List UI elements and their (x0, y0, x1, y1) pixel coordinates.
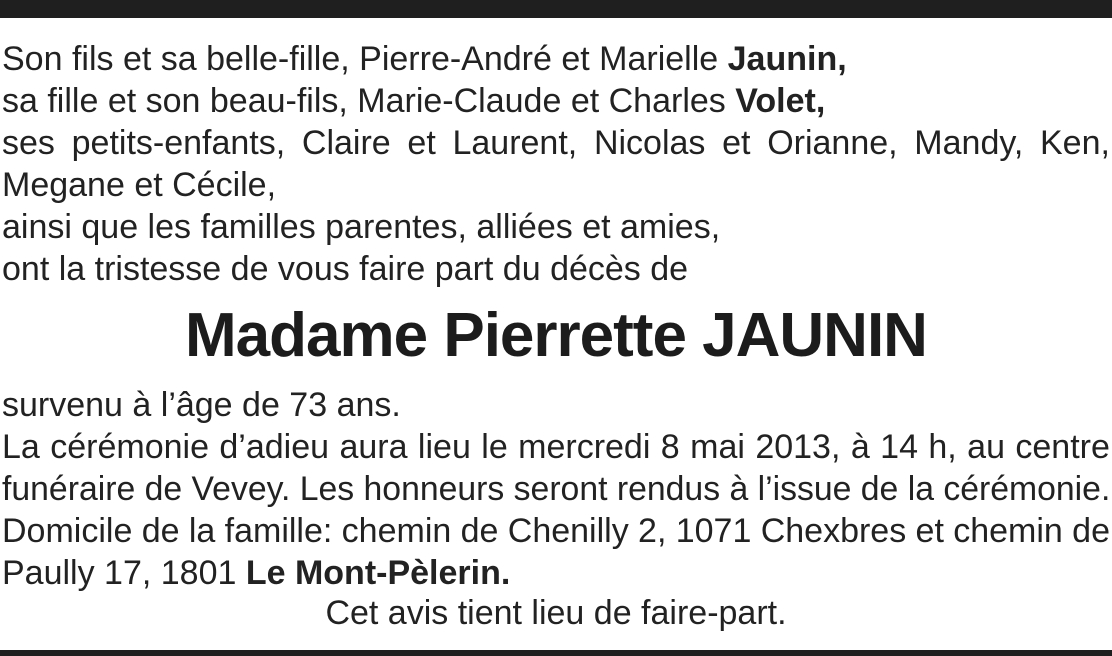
word: et (915, 512, 944, 550)
word: et (722, 124, 751, 162)
word: Mandy, (914, 124, 1024, 162)
word: famille: (224, 512, 333, 550)
notice-line-families: ainsi que les familles parentes, alliées et amies, (2, 208, 721, 246)
notice-line-age: survenu à l’âge de 73 ans. (2, 386, 401, 424)
word: mai (690, 428, 745, 466)
word: et (407, 124, 436, 162)
word: 1071 (675, 512, 752, 550)
word: La (2, 428, 40, 466)
word: h, (928, 428, 957, 466)
word: Chenilly (507, 512, 629, 550)
word: Ken, (1039, 124, 1110, 162)
word: de (141, 512, 180, 550)
word: Chexbres (760, 512, 907, 550)
word: Laurent, (452, 124, 578, 162)
notice-line-son (2, 38, 1110, 80)
notice-line-ceremony (2, 426, 1110, 468)
word: 8 (660, 428, 680, 466)
word: mercredi (518, 428, 651, 466)
closing-note: Cet avis tient lieu de faire-part. (325, 594, 787, 632)
word: 14 (880, 428, 918, 466)
bottom-rule (0, 650, 1112, 656)
word: Claire (301, 124, 391, 162)
word: de (460, 512, 499, 550)
word: petits-enfants, (71, 124, 286, 162)
word: cérémonie (50, 428, 209, 466)
top-rule (0, 0, 1112, 18)
word: aura (339, 428, 408, 466)
notice-line-daughter-text: sa fille et son beau-fils, Marie-Claude et Charles (2, 82, 736, 120)
notice-line-son-text: Son fils et sa belle-fille, Pierre-André et Marielle (2, 40, 728, 78)
word: lieu (417, 428, 471, 466)
word: d’adieu (219, 428, 330, 466)
notice-line-daughter (2, 80, 1110, 122)
word: la (188, 512, 216, 550)
surname-volet: Volet, (735, 82, 826, 120)
word: Orianne, (767, 124, 898, 162)
word: chemin (341, 512, 452, 550)
word: au (967, 428, 1005, 466)
notice-line-domicile-cont-text: Paully 17, 1801 (2, 554, 246, 592)
place-mont-pelerin: Le Mont-Pèlerin. (245, 554, 511, 592)
word: 2, (638, 512, 667, 550)
surname-jaunin: Jaunin, (727, 40, 847, 78)
notice-line-announcement: ont la tristesse de vous faire part du décès de (2, 250, 689, 288)
word: chemin (953, 512, 1063, 550)
word: le (481, 428, 508, 466)
notice-line-domicile-cont (2, 552, 1110, 594)
notice-line-grandchildren-cont: Megane et Cécile, (2, 166, 277, 204)
notice-line-domicile (2, 510, 1110, 552)
word: à (850, 428, 870, 466)
word: de (1072, 512, 1110, 550)
notice-line-grandchildren (2, 122, 1110, 164)
word: ses (2, 124, 55, 162)
word: 2013, (755, 428, 841, 466)
deceased-name: Madame Pierrette JAUNIN (185, 301, 927, 370)
word: centre (1015, 428, 1110, 466)
notice-line-ceremony-cont: funéraire de Vevey. Les honneurs seront rendus à l’issue de la cérémonie. (2, 470, 1111, 508)
word: Nicolas (593, 124, 706, 162)
word: Domicile (2, 512, 133, 550)
